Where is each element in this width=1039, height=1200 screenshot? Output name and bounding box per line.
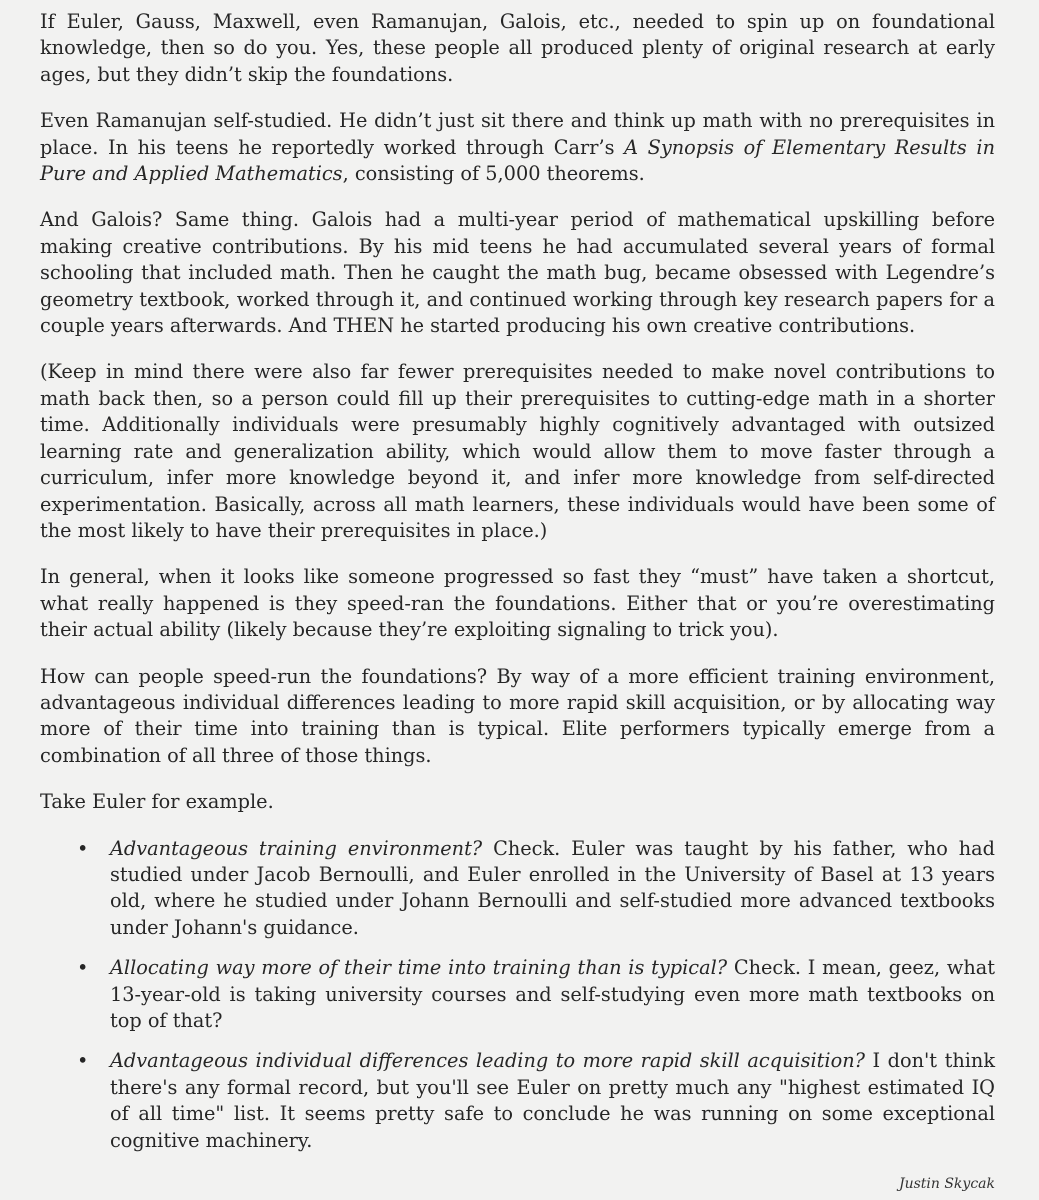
paragraph-how: How can people speed-run the foundations? By way of a more efficient training environment, advantageous individual differences leading to more rapid skill acquisition, or by allocating way more of their time into training than is typical. Elite performers typically emerge from a combination of all three of those things. <box>40 664 995 767</box>
paragraph-galois: And Galois? Same thing. Galois had a multi-year period of mathematical upskilling before making creative contributions. By his mid teens he had accumulated several years of formal schooling that included math. Then he caught the math bug, became obsessed with Legendre’s geometry textbook, worked through it, and continued working through key research papers for a couple years afterwards. And THEN he started producing his own creative contributions. <box>40 208 995 338</box>
bullet-icon: • <box>77 956 89 980</box>
bullet-question: Advantageous individual differences leading to more rapid skill acquisition? <box>110 1049 865 1073</box>
list-item <box>40 955 995 1034</box>
euler-bullet-list <box>40 836 995 1154</box>
bullet-answer: Check. I mean, geez, what 13-year-old is taking university courses and self-studying even more math textbooks on top of that? <box>110 956 995 1032</box>
bullet-answer: I don't think there's any formal record, but you'll see Euler on pretty much any "highest estimated IQ of all time" list. It seems pretty safe to conclude he was running on some exceptional cognitive machinery. <box>110 1049 996 1152</box>
ramanujan-text-end: , consisting of 5,000 theorems. <box>342 162 645 186</box>
paragraph-prerequisites-note: (Keep in mind there were also far fewer prerequisites needed to make novel contributions to math back then, so a person could fill up their prerequisites to cutting-edge math in a shorter time. Additionally individuals were presumably highly cognitively advantaged with outsized learning rate and generalization ability, which would allow them to move faster through a curriculum, infer more knowledge beyond it, and infer more knowledge from self-directed experimentation. Basically, across all math learners, these individuals would have been some of the most likely to have their prerequisites in place.) <box>40 360 995 542</box>
article-body <box>40 9 995 1168</box>
paragraph-foundations: If Euler, Gauss, Maxwell, even Ramanujan, Galois, etc., needed to spin up on foundational knowledge, then so do you. Yes, these people all produced plenty of original research at early ages, but they didn’t skip the foundations. <box>40 10 995 86</box>
bullet-question: Advantageous training environment? <box>110 836 483 860</box>
paragraph-euler-intro: Take Euler for example. <box>40 790 274 814</box>
book-title: A Synopsis of Elementary Results in Pure and Applied Mathematics <box>40 135 995 186</box>
bullet-icon: • <box>77 1049 89 1073</box>
list-item <box>40 836 995 942</box>
list-item <box>40 1048 995 1154</box>
paragraph-speed-run: In general, when it looks like someone progressed so fast they “must” have taken a shortcut, what really happened is they speed-ran the foundations. Either that or you’re overestimating their actual ability (likely because they’re exploiting signaling to trick you). <box>40 565 995 642</box>
bullet-icon: • <box>77 836 89 860</box>
author-signature: Justin Skycak <box>898 1176 995 1192</box>
ramanujan-text: Even Ramanujan self-studied. He didn’t just sit there and think up math with no prerequisites in place. In his teens he reportedly worked through Carr’s <box>40 109 995 159</box>
bullet-answer: Check. Euler was taught by his father, who had studied under Jacob Bernoulli, and Euler enrolled in the University of Basel at 13 years old, where he studied under Johann Bernoulli and self-studied more advanced textbooks under Johann's guidance. <box>110 836 995 939</box>
bullet-question: Allocating way more of their time into training than is typical? <box>110 956 728 980</box>
paragraph-ramanujan <box>40 108 995 187</box>
